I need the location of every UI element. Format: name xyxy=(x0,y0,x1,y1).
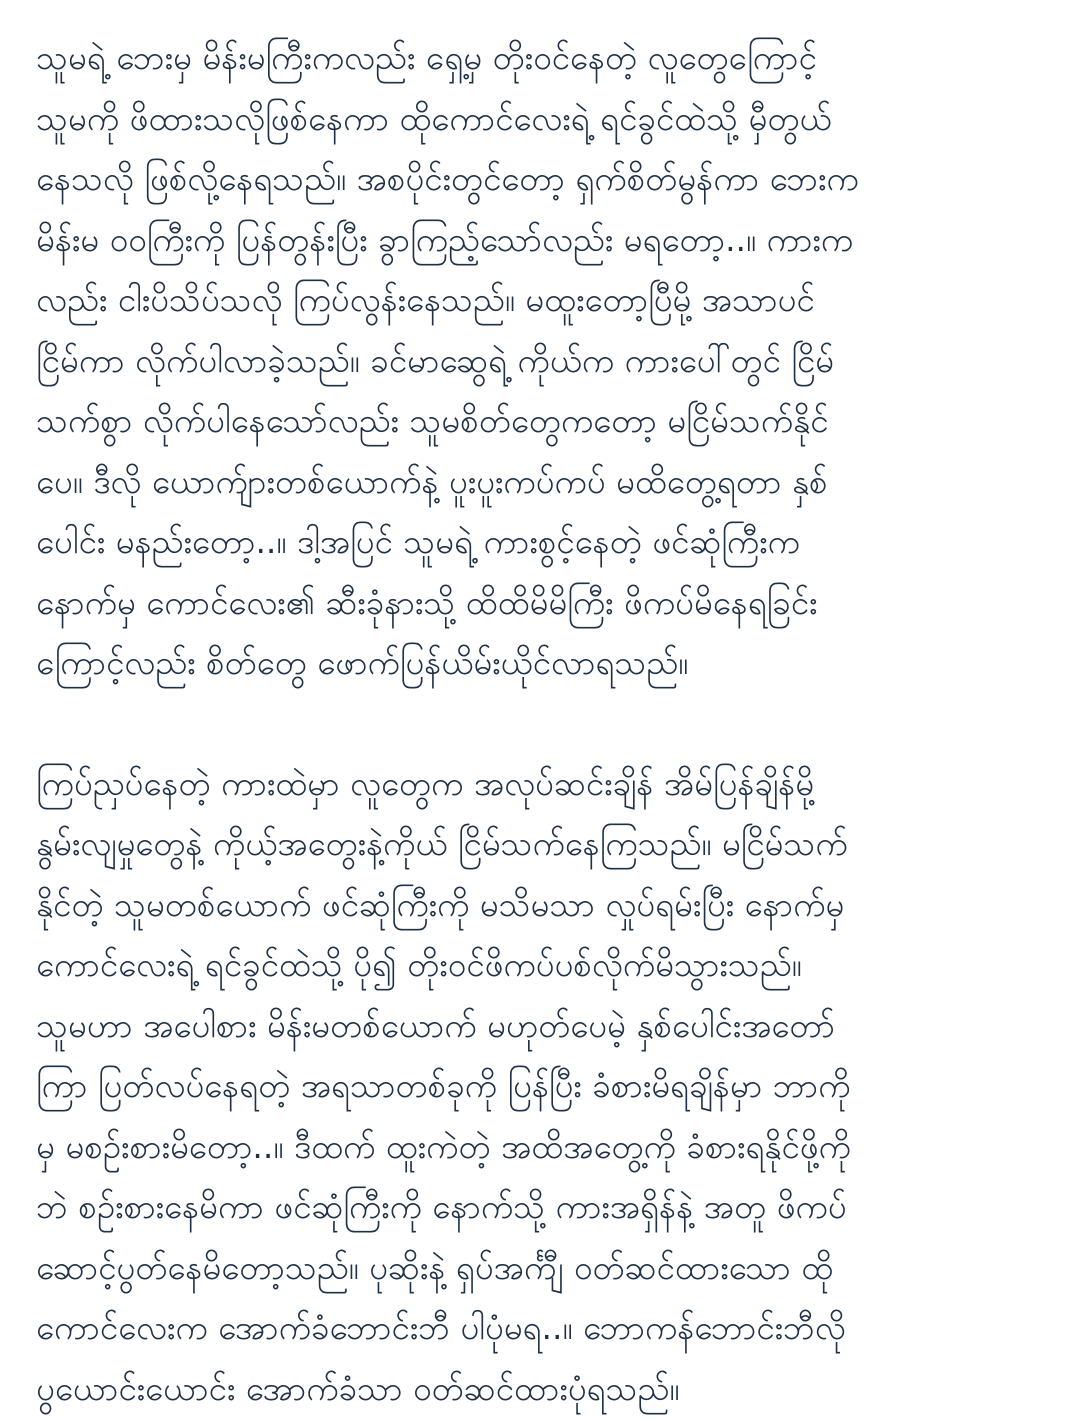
text-line: ပွယောင်းယောင်း အောက်ခံသာ ဝတ်ဆင်ထားပုံရသည်။ xyxy=(36,1368,680,1408)
text-line: သက်စွာ လိုက်ပါနေသော်လည်း သူမစိတ်တွေကတော့ မငြိမ်သက်နိုင် xyxy=(36,401,829,440)
text-line: သူမရဲ့ ဘေးမှ မိန်းမကြီးကလည်း ရှေ့မှ တိုးဝင်နေတဲ့ လူတွေကြောင့် xyxy=(36,38,817,77)
text-line: လည်း ငါးပိသိပ်သလို ကြပ်လွန်းနေသည်။ မထူးတော့ပြီမို့ အသာပင် xyxy=(36,280,815,319)
paragraph-2 xyxy=(36,754,1040,1420)
text-line: သူမကို ဖိထားသလိုဖြစ်နေကာ ထိုကောင်လေးရဲ့ ရင်ခွင်ထဲသို့ မှီတွယ် xyxy=(36,98,832,138)
text-line: မိန်းမ ဝဝကြီးကို ပြန်တွန်းပြီး ခွာကြည့်သော်လည်း မရတော့..။ ကားက xyxy=(36,219,854,259)
text-line: ကြောင့်လည်း စိတ်တွေ ဖောက်ပြန်ယိမ်းယိုင်လာရသည်။ xyxy=(36,643,689,682)
text-line: ကြပ်ညှပ်နေတဲ့ ကားထဲမှာ လူတွေက အလုပ်ဆင်းချိန် အိမ်ပြန်ချိန်မို့ xyxy=(36,763,815,803)
text-line: နေသလို ဖြစ်လို့နေရသည်။ အစပိုင်းတွင်တော့ ရှက်စိတ်မွန်ကာ ဘေးက xyxy=(36,159,859,198)
text-line: နိုင်တဲ့ သူမတစ်ယောက် ဖင်ဆုံကြီးကို မသိမသာ လှုပ်ရမ်းပြီး နောက်မှ xyxy=(36,884,845,924)
text-line: ပေါင်း မနည်းတော့..။ ဒါ့အပြင် သူမရဲ့ ကားစွင့်နေတဲ့ ဖင်ဆုံကြီးက xyxy=(36,522,800,561)
text-line: ငြိမ်ကာ လိုက်ပါလာခဲ့သည်။ ခင်မာဆွေရဲ့ ကိုယ်က ကားပေါ်တွင် ငြိမ် xyxy=(36,340,835,380)
paragraph-1 xyxy=(36,28,1040,694)
text-line: ကြာ ပြတ်လပ်နေရတဲ့ အရသာတစ်ခုကို ပြန်ပြီး ခံစားမိရချိန်မှာ ဘာကို xyxy=(36,1066,851,1105)
text-line: ပေ။ ဒီလို ယောက်ျားတစ်ယောက်နဲ့ ပူးပူးကပ်ကပ် မထိတွေ့ရတာ နှစ် xyxy=(36,461,828,501)
text-line: ဆောင့်ပွတ်နေမိတော့သည်။ ပုဆိုးနဲ့ ရှပ်အင်္ကျီ ဝတ်ဆင်ထားသော ထို xyxy=(36,1247,834,1287)
text-line: သူမဟာ အပေါစား မိန်းမတစ်ယောက် မဟုတ်ပေမဲ့ နှစ်ပေါင်းအတော် xyxy=(36,1005,835,1045)
text-line: ကောင်လေးရဲ့ ရင်ခွင်ထဲသို့ ပို၍ တိုးဝင်ဖိကပ်ပစ်လိုက်မိသွားသည်။ xyxy=(36,945,802,984)
text-line: နောက်မှ ကောင်လေး၏ ဆီးခုံနားသို့ ထိထိမိမိကြီး ဖိကပ်မိနေရခြင်း xyxy=(36,582,818,622)
text-line: ကောင်လေးက အောက်ခံဘောင်းဘီ ပါပုံမရ..။ ဘောကန်ဘောင်းဘီလို xyxy=(36,1308,846,1347)
text-line: မှ မစဉ်းစားမိတော့..။ ဒီထက် ထူးကဲတဲ့ အထိအတွေ့ကို ခံစားရနိုင်ဖို့ကို xyxy=(36,1126,851,1166)
text-line: ဘဲ စဉ်းစားနေမိကာ ဖင်ဆုံကြီးကို နောက်သို့ ကားအရှိန်နဲ့ အတူ ဖိကပ် xyxy=(36,1187,847,1226)
text-line: နွမ်းလျမှုတွေနဲ့ ကိုယ့်အတွေးနဲ့ကိုယ် ငြိမ်သက်နေကြသည်။ မငြိမ်သက် xyxy=(36,824,848,863)
